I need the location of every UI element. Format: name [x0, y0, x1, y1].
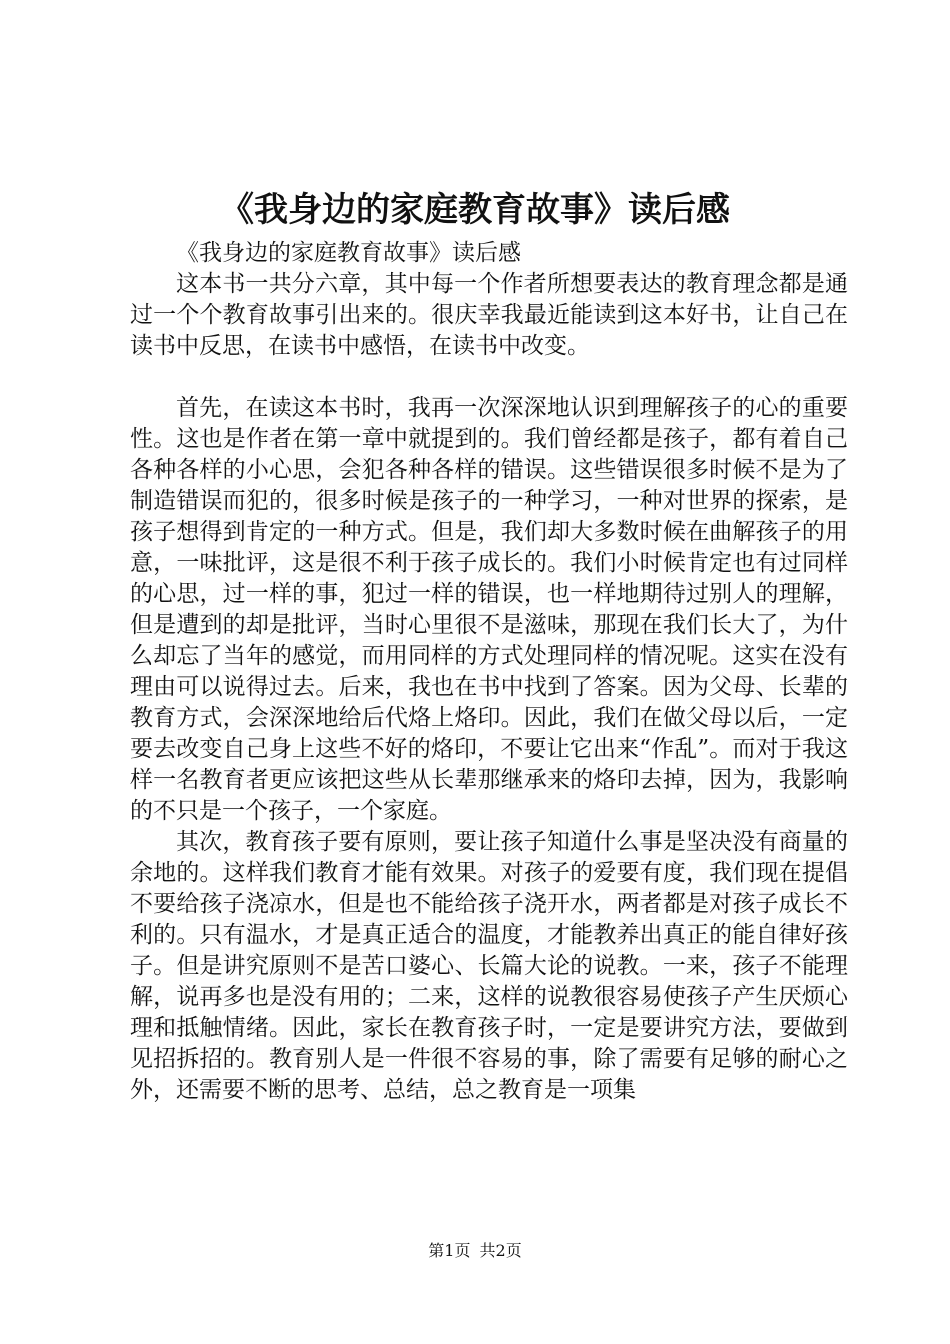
page-footer	[0, 1240, 950, 1262]
paragraph-intro: 这本书一共分六章，其中每一个作者所想要表达的教育理念都是通过一个个教育故事引出来的。很庆幸我最近能读到这本好书，让自己在读书中反思，在读书中感悟，在读书中改变。	[130, 271, 848, 359]
document-subtitle: 《我身边的家庭教育故事》读后感	[176, 240, 521, 266]
page-number: 第1页	[428, 1241, 471, 1260]
page-title: 《我身边的家庭教育故事》读后感	[220, 190, 730, 230]
paragraph-first-point: 首先，在读这本书时，我再一次深深地认识到理解孩子的心的重要性。这也是作者在第一章中就提到的。我们曾经都是孩子，都有着自己各种各样的小心思，会犯各种各样的错误。这些错误很多时候不是为了制造错误而犯的，很多时候是孩子的一种学习，一种对世界的探索，是孩子想得到肯定的一种方式。但是，我们却大多数时候在曲解孩子的用意，一味批评，这是很不利于孩子成长的。我们小时候肯定也有过同样的心思，过一样的事，犯过一样的错误，也一样地期待过别人的理解，但是遭到的却是批评，当时心里很不是滋味，那现在我们长大了，为什么却忘了当年的感觉，而用同样的方式处理同样的情况呢。这实在没有理由可以说得过去。后来，我也在书中找到了答案。因为父母、长辈的教育方式，会深深地给后代烙上烙印。因此，我们在做父母以后，一定要去改变自己身上这些不好的烙印，不要让它出来“作乱”。而对于我这样一名教育者更应该把这些从长辈那继承来的烙印去掉，因为，我影响的不只是一个孩子，一个家庭。	[130, 395, 848, 824]
paragraph-second-point: 其次，教育孩子要有原则，要让孩子知道什么事是坚决没有商量的余地的。这样我们教育才能有效果。对孩子的爱要有度，我们现在提倡不要给孩子浇凉水，但是也不能给孩子浇开水，两者都是对孩子成长不利的。只有温水，才是真正适合的温度，才能教养出真正的能自律好孩子。但是讲究原则不是苦口婆心、长篇大论的说教。一来，孩子不能理解，说再多也是没有用的；二来，这样的说教很容易使孩子产生厌烦心理和抵触情绪。因此，家长在教育孩子时，一定是要讲究方法，要做到见招拆招的。教育别人是一件很不容易的事，除了需要有足够的耐心之外，还需要不断的思考、总结，总之教育是一项集	[130, 829, 848, 1103]
document-body	[130, 238, 848, 1106]
page-total: 共2页	[479, 1241, 522, 1260]
